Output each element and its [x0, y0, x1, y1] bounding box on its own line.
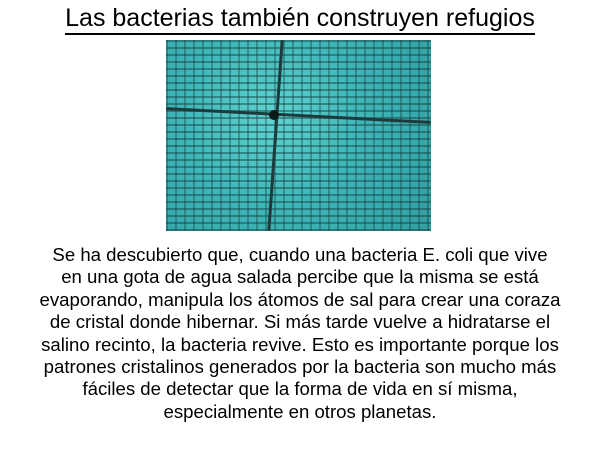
crystal-crack: [166, 107, 431, 124]
body-line: especialmente en otros planetas.: [163, 400, 437, 422]
body-line: evaporando, manipula los átomos de sal para crear una coraza: [39, 288, 561, 310]
slide-title-text: Las bacterias también construyen refugios: [65, 4, 535, 35]
crystal-center: [269, 110, 279, 120]
body-line: de cristal donde hibernar. Si más tarde vuelve a hidratarse el: [49, 311, 551, 333]
body-line: en una gota de agua salada percibe que la misma se está: [61, 266, 539, 288]
body-line: Se ha descubierto que, cuando una bacteria E. coli que vive: [52, 244, 548, 265]
slide-title: [0, 4, 600, 32]
body-line: patrones cristalinos generados por la bacteria son mucho más: [43, 356, 557, 378]
crystal-crack: [267, 40, 283, 231]
body-line: fáciles de detectar que la forma de vida en sí misma,: [82, 378, 518, 400]
body-line: salino recinto, la bacteria revive. Esto es importante porque los: [41, 333, 559, 355]
salt-crystal-image: [166, 40, 431, 231]
slide-body-text: [0, 244, 600, 423]
